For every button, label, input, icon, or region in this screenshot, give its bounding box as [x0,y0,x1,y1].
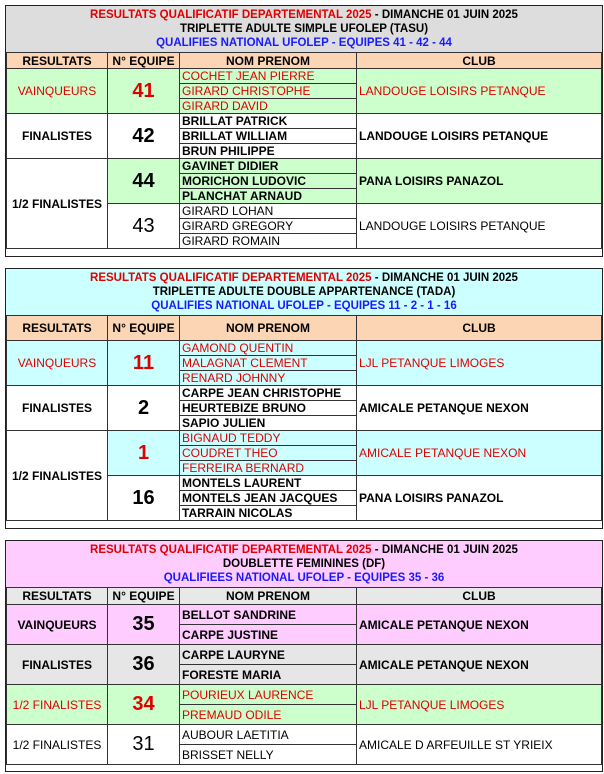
subtitle: DOUBLETTE FEMININES (DF) [222,558,386,570]
col-resultats: RESULTATS [7,316,108,341]
qualifies-line: QUALIFIES NATIONAL UFOLEP - EQUIPES 11 - 2 - 1 - 16 [151,300,457,312]
club-name: AMICALE D ARFEUILLE ST YRIEIX [357,725,602,765]
result-label: 1/2 FINALISTES [7,159,108,249]
table-row [7,725,602,745]
team-number: 41 [108,69,180,114]
club-name: PANA LOISIRS PANAZOL [357,159,602,204]
qualifies-line: QUALIFIEES NATIONAL UFOLEP - EQUIPES 35 - 36 [163,572,445,584]
team-number: 1 [108,431,180,476]
player-name: BRUN PHILIPPE [180,144,357,159]
col-club: CLUB [357,588,602,605]
player-name: BIGNAUD TEDDY [180,431,357,446]
result-label: FINALISTES [7,645,108,685]
player-name: GIRARD DAVID [180,99,357,114]
team-number: 11 [108,341,180,386]
col-club: CLUB [357,53,602,69]
team-number: 36 [108,645,180,685]
player-name: HEURTEBIZE BRUNO [180,401,357,416]
header-table [6,269,602,315]
block-tasu [5,5,603,257]
col-equipe: N° EQUIPE [108,588,180,605]
team-number: 16 [108,476,180,521]
table-row [7,685,602,705]
team-number: 31 [108,725,180,765]
team-number: 2 [108,386,180,431]
player-name: GIRARD ROMAIN [180,234,357,249]
club-name: AMICALE PETANQUE NEXON [357,605,602,645]
player-name: PLANCHAT ARNAUD [180,189,357,204]
club-name: LANDOUGE LOISIRS PETANQUE [357,204,602,249]
player-name: FERREIRA BERNARD [180,461,357,476]
col-equipe: N° EQUIPE [108,316,180,341]
player-name: BRILLAT WILLIAM [180,129,357,144]
col-nom: NOM PRENOM [180,316,357,341]
player-name: MONTELS LAURENT [180,476,357,491]
player-name: GAVINET DIDIER [180,159,357,174]
player-name: SAPIO JULIEN [180,416,357,431]
player-name: GIRARD GREGORY [180,219,357,234]
result-label: 1/2 FINALISTES [7,725,108,765]
player-name: COUDRET THEO [180,446,357,461]
header-table [6,6,602,52]
club-name: LJL PETANQUE LIMOGES [357,685,602,725]
player-name: GIRARD CHRISTOPHE [180,84,357,99]
player-name: MALAGNAT CLEMENT [180,356,357,371]
team-number: 34 [108,685,180,725]
table-row [7,114,602,129]
table-row [7,341,602,356]
result-label: FINALISTES [7,114,108,159]
qualifies-line: QUALIFIES NATIONAL UFOLEP - EQUIPES 41 - 42 - 44 [156,37,452,49]
club-name: AMICALE PETANQUE NEXON [357,431,602,476]
player-name: BRILLAT PATRICK [180,114,357,129]
col-nom: NOM PRENOM [180,53,357,69]
result-label: VAINQUEURS [7,605,108,645]
team-number: 35 [108,605,180,645]
col-club: CLUB [357,316,602,341]
col-equipe: N° EQUIPE [108,53,180,69]
player-name: BELLOT SANDRINE [180,605,357,625]
team-number: 42 [108,114,180,159]
player-name: RENARD JOHNNY [180,371,357,386]
table-row [7,645,602,665]
subtitle: TRIPLETTE ADULTE DOUBLE APPARTENANCE (TADA) [152,286,456,298]
player-name: FORESTE MARIA [180,665,357,685]
col-nom: NOM PRENOM [180,588,357,605]
results-table [6,52,602,249]
team-number: 44 [108,159,180,204]
title-line: RESULTATS QUALIFICATIF DEPARTEMENTAL 2025 - DIMANCHE 01 JUIN 2025 [90,544,518,556]
table-row [7,431,602,446]
table-row [7,605,602,625]
results-table [6,587,602,765]
player-name: COCHET JEAN PIERRE [180,69,357,84]
table-row [7,159,602,174]
result-label: 1/2 FINALISTES [7,431,108,521]
result-label: FINALISTES [7,386,108,431]
club-name: AMICALE PETANQUE NEXON [357,645,602,685]
results-table [6,315,602,521]
result-label: 1/2 FINALISTES [7,685,108,725]
player-name: MORICHON LUDOVIC [180,174,357,189]
player-name: CARPE JEAN CHRISTOPHE [180,386,357,401]
player-name: AUBOUR LAETITIA [180,725,357,745]
player-name: MONTELS JEAN JACQUES [180,491,357,506]
team-number: 43 [108,204,180,249]
block-df [5,540,603,772]
header-table [6,541,602,587]
player-name: CARPE LAURYNE [180,645,357,665]
player-name: PREMAUD ODILE [180,705,357,725]
player-name: GIRARD LOHAN [180,204,357,219]
club-name: LANDOUGE LOISIRS PETANQUE [357,69,602,114]
title-line: RESULTATS QUALIFICATIF DEPARTEMENTAL 2025 - DIMANCHE 01 JUIN 2025 [90,272,518,284]
player-name: GAMOND QUENTIN [180,341,357,356]
col-resultats: RESULTATS [7,588,108,605]
table-row [7,386,602,401]
player-name: TARRAIN NICOLAS [180,506,357,521]
result-label: VAINQUEURS [7,341,108,386]
player-name: CARPE JUSTINE [180,625,357,645]
title-line: RESULTATS QUALIFICATIF DEPARTEMENTAL 2025 - DIMANCHE 01 JUIN 2025 [90,9,518,21]
subtitle: TRIPLETTE ADULTE SIMPLE UFOLEP (TASU) [179,23,429,35]
table-row [7,69,602,84]
club-name: LJL PETANQUE LIMOGES [357,341,602,386]
player-name: BRISSET NELLY [180,745,357,765]
player-name: POURIEUX LAURENCE [180,685,357,705]
club-name: AMICALE PETANQUE NEXON [357,386,602,431]
col-resultats: RESULTATS [7,53,108,69]
club-name: PANA LOISIRS PANAZOL [357,476,602,521]
club-name: LANDOUGE LOISIRS PETANQUE [357,114,602,159]
block-tada [5,268,603,529]
result-label: VAINQUEURS [7,69,108,114]
